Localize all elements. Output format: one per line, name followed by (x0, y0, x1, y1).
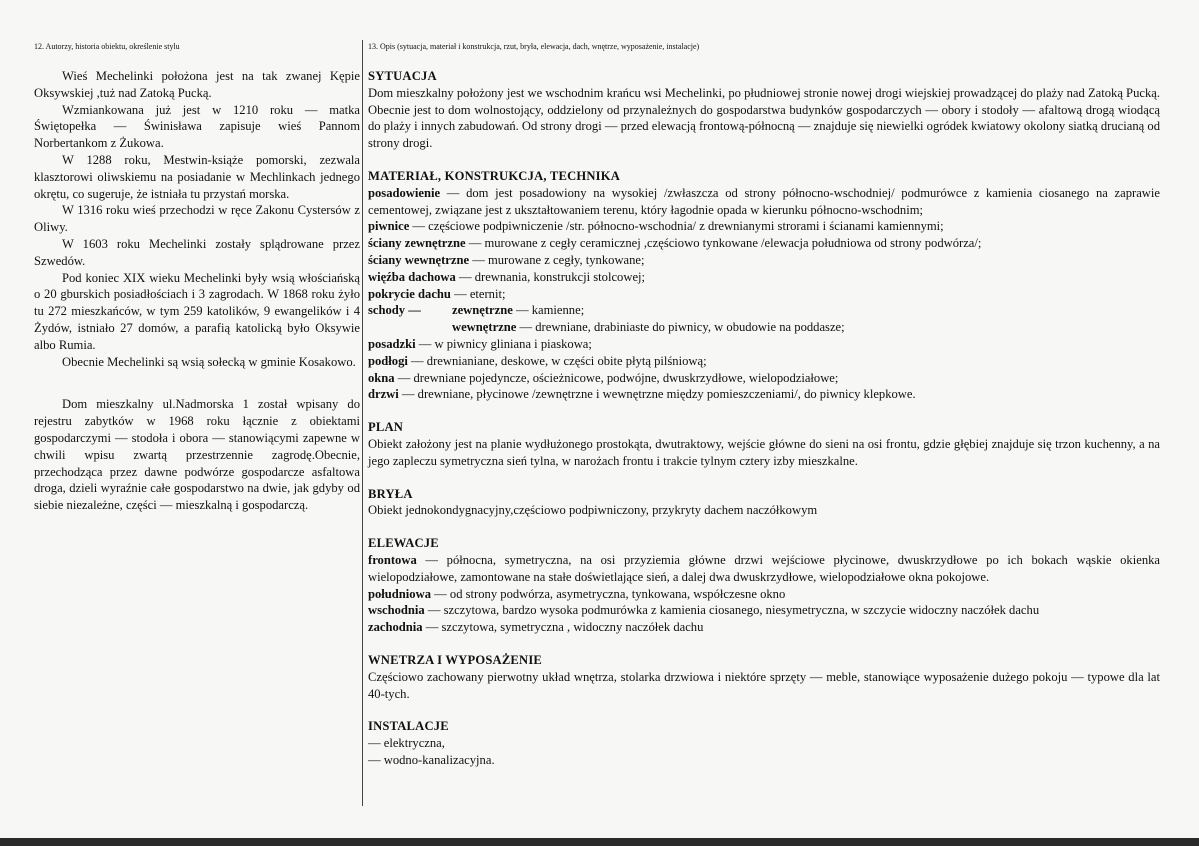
stairs-ext-label: zewnętrzne (452, 303, 513, 318)
material-item-label: ściany zewnętrzne (368, 236, 466, 251)
material-item (368, 286, 1160, 303)
stairs-int-label: wewnętrzne (452, 320, 517, 335)
elewacja-item (368, 552, 1160, 586)
material-item (368, 252, 1160, 269)
material-item (368, 185, 1160, 219)
section-title-bryla: BRYŁA (368, 486, 413, 501)
stairs-int-row (368, 319, 1160, 336)
material-item-label: pokrycie dachu (368, 286, 451, 301)
elewacja-item-text: — szczytowa, bardzo wysoka podmurówka z kamienia ciosanego, niesymetryczna, w szczycie widoczny naczółek dachu (424, 603, 1040, 618)
section-title-elewacje: ELEWACJE (368, 536, 439, 551)
registry-paragraph: Dom mieszkalny ul.Nadmorska 1 został wpisany do rejestru zabytków w 1968 roku łącznie z obiektami gospodarczymi — stodoła i obora — stanowiącymi zapewne w chwili wpisu zwartą przestrzennie zagrodę.Obecnie, przechodząca przez dawne podwórze gospodarcze asfaltowa droga, dzieli wyraźnie całe gospodarstwo na dwie, jak gdyby od siebie niezależne, części — mieszkalną i gospodarczą. (34, 397, 360, 513)
scan-bottom-edge (0, 838, 1199, 846)
material-item-label: posadowienie (368, 185, 441, 200)
elewacja-item-text: — szczytowa, symetryczna , widoczny naczółek dachu (422, 620, 704, 635)
section-title-material: MATERIAŁ, KONSTRUKCJA, TECHNIKA (368, 168, 621, 183)
section-title-wnetrza: WNETRZA I WYPOSAŻENIE (368, 652, 543, 667)
material-item-label: podłogi (368, 353, 408, 368)
material-item (368, 386, 1160, 403)
stairs-int-text: — drewniane, drabiniaste do piwnicy, w obudowie na poddasze; (516, 320, 845, 335)
material-item-text: — eternit; (450, 286, 506, 301)
material-item-text: — dom jest posadowiony na wysokiej /zwłaszcza od strony północno-wschodniej/ podmurówce z kamienia ciosanego na zaprawie cementowej, związane jest z ukształtowaniem terenu, który łagodnie opada w kierunku północno-wschodnim; (368, 185, 1160, 217)
history-paragraph: Wieś Mechelinki położona jest na tak zwanej Kępie Oksywskiej ,tuż nad Zatoką Pucką. (34, 69, 360, 100)
history-paragraph: W 1316 roku wieś przechodzi w ręce Zakonu Cystersów z Oliwy. (34, 203, 360, 235)
elewacja-item-label: frontowa (368, 552, 417, 567)
history-paragraph: W 1603 roku Mechelinki zostały splądrowane przez Szwedów. (34, 236, 360, 268)
material-item (368, 218, 1160, 235)
wnetrza-text: Częściowo zachowany pierwotny układ wnętrza, stolarka drzwiowa i niektóre sprzęty — meble, stanowiące wyposażenie dużego pokoju — typowe dla lat 40-tych. (368, 669, 1160, 701)
material-item-label: drzwi (368, 387, 399, 402)
section-title-sytuacja: SYTUACJA (368, 69, 437, 83)
material-item (368, 353, 1160, 370)
elewacja-item (368, 586, 1160, 603)
history-paragraph: W 1288 roku, Mestwin-książe pomorski, zezwala klasztorowi oliwskiemu na posiadanie w Mechlinkach jednego okrętu, co sugeruje, że istniała tu przystań morska. (34, 152, 360, 201)
elewacja-item-text: — od strony podwórza, asymetryczna, tynkowana, współczesne okno (431, 586, 786, 601)
elewacja-item (368, 602, 1160, 619)
history-paragraph: Wzmiankowana już jest w 1210 roku — matka Świętopełka — Świnisława zapisuje wieś Pannom Norbertankom z Żukowa. (34, 102, 360, 151)
material-item-text: — murowane z cegły, tynkowane; (469, 252, 645, 267)
elewacja-item (368, 619, 1160, 636)
material-item-label: ściany wewnętrzne (368, 252, 470, 267)
section-title-instalacje: INSTALACJE (368, 719, 449, 734)
instalacja-line: — wodno-kanalizacyjna. (368, 752, 495, 767)
elewacja-item-label: zachodnia (368, 620, 423, 635)
material-item-label: posadzki (368, 336, 416, 351)
section-title-plan: PLAN (368, 420, 404, 435)
material-item-text: — drewniane, płycinowe /zewnętrzne i wewnętrzne między pomieszczeniami/, do piwnicy klepkowe. (398, 387, 916, 402)
elewacja-item-text: — północna, symetryczna, na osi przyziemia główne drzwi wejściowe płycinowe, dwuskrzydłowe po ich bokach wąskie okienka wielopodziałowe, zamontowane na stałe doświetlające sień, a dalej dwa dwuskrzydłowe, wielopodziałowe okna pokojowe. (368, 552, 1160, 584)
material-item-text: — w piwnicy gliniana i piaskowa; (415, 336, 592, 351)
stairs-row (368, 302, 1160, 319)
material-item-label: okna (368, 370, 395, 385)
material-item-text: — częściowe podpiwniczenie /str. północno-wschodnia/ z drewnianymi strorami i ścianami kamiennymi; (409, 219, 944, 234)
material-item (368, 269, 1160, 286)
stairs-ext-text: — kamienne; (512, 303, 585, 318)
material-item-text: — murowane z cegły ceramicznej ,częściowo tynkowane /elewacja południowa od strony podwórza/; (465, 236, 982, 251)
sytuacja-text: Dom mieszkalny położony jest we wschodnim krańcu wsi Mechelinki, po płudniowej stronie nowej drogi wiejskiej prowadzącej do plaży nad Zatoką Pucką. Obecnie jest to dom wolnostojący, oddzielony od przynależnych do gospodarstwa budynków gospodarczych — obory i stodoły — afaltową drogą wiodącą do plaży i innych zabudowań. Od strony drogi — przed elewacją frontową-północną — znajduje się niewielki ogródek kwiatowy okolony siatką drucianą od strony drogi. (368, 85, 1160, 151)
bryla-text: Obiekt jednokondygnacyjny,częściowo podpiwniczony, przykryty dachem naczółkowym (368, 503, 818, 518)
material-item-text: — drewnianiane, deskowe, w części obite płytą pilśniową; (407, 353, 707, 368)
elewacja-item-label: wschodnia (368, 603, 425, 618)
left-column (34, 42, 360, 514)
material-item-text: — drewnania, konstrukcji stolcowej; (455, 269, 646, 284)
right-column-header: 13. Opis (sytuacja, materiał i konstrukcja, rzut, bryła, elewacja, dach, wnętrze, wyposażenie, instalacje) (368, 42, 700, 51)
left-column-header: 12. Autorzy, historia obiektu, określenie stylu (34, 42, 180, 51)
material-item-text: — drewniane pojedyncze, ościeżnicowe, podwójne, dwuskrzydłowe, wielopodziałowe; (394, 370, 839, 385)
material-item (368, 370, 1160, 387)
material-item (368, 336, 1160, 353)
history-paragraph: Obecnie Mechelinki są wsią sołecką w gminie Kosakowo. (62, 354, 356, 369)
right-column (368, 42, 1160, 769)
stairs-label: schody — (368, 303, 421, 318)
material-item-label: więźba dachowa (368, 269, 456, 284)
material-item (368, 235, 1160, 252)
plan-text: Obiekt założony jest na planie wydłużonego prostokąta, dwutraktowy, wejście główne do sieni na osi frontu, gdzie głębiej znajduje się trzon kuchenny, a na jego zapleczu symetryczna sień tylna, w narożach frontu i trakcie tylnym cztery izby mieszkalne. (368, 436, 1160, 468)
history-paragraph: Pod koniec XIX wieku Mechelinki były wsią włościańską o 20 gburskich posiadłościach i 3 zagrodach. W 1868 roku żyło tu 272 mieszkańców, w tym 259 katolików, 9 ewangelików i 4 Żydów, istniało 27 domów, a parafią katolicką było Oksywie albo Rumia. (34, 270, 360, 352)
column-divider (362, 40, 363, 806)
instalacja-line: — elektryczna, (368, 736, 445, 751)
elewacja-item-label: południowa (368, 586, 431, 601)
material-item-label: piwnice (368, 219, 410, 234)
